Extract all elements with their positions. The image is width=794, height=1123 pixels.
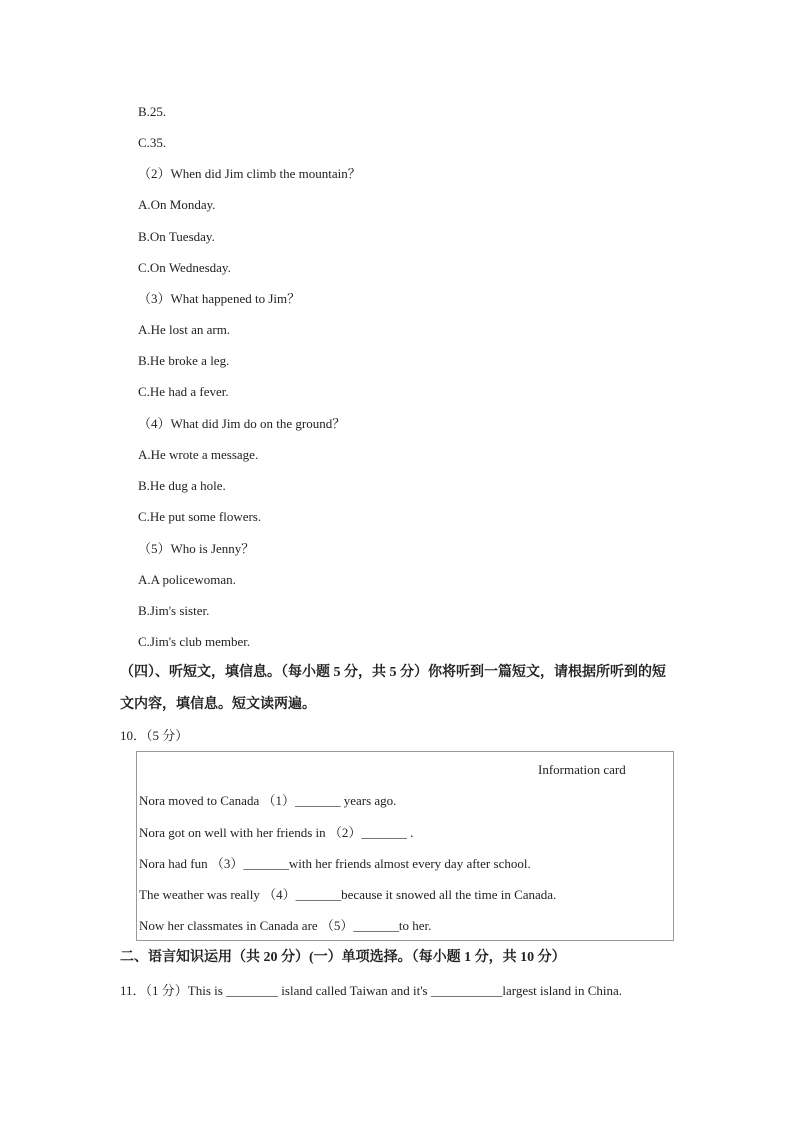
- card-row-5: Now her classmates in Canada are （5）_______to her.: [139, 918, 432, 933]
- option-4a: A.He wrote a message.: [138, 447, 259, 462]
- option-4b: B.He dug a hole.: [138, 478, 226, 493]
- option-3c: C.He had a fever.: [138, 384, 229, 399]
- card-row-3: Nora had fun （3）_______with her friends almost every day after school.: [139, 856, 531, 871]
- option-3a: A.He lost an arm.: [138, 322, 231, 337]
- question-4: （4）What did Jim do on the ground？: [138, 416, 346, 431]
- information-card: [136, 751, 674, 941]
- card-row-2: Nora got on well with her friends in （2）_______ .: [139, 825, 414, 840]
- option-5a: A.A policewoman.: [138, 572, 236, 587]
- question-11: 11．（1 分）This is ________ island called Taiwan and it's ___________largest island in China.: [120, 983, 623, 998]
- option-1c: C.35.: [138, 135, 167, 150]
- section-4-heading: （四）、听短文，填信息。（每小题 5 分，共 5 分）你将听到一篇短文，请根据所听到的短: [120, 665, 666, 680]
- option-2a: A.On Monday.: [138, 197, 216, 212]
- question-3: （3）What happened to Jim？: [138, 291, 301, 306]
- option-2b: B.On Tuesday.: [138, 229, 215, 244]
- option-2c: C.On Wednesday.: [138, 260, 231, 275]
- section-2-heading: 二、语言知识运用（共 20 分）(一）单项选择。（每小题 1 分，共 10 分）: [120, 950, 566, 965]
- section-4-heading-cont: 文内容，填信息。短文读两遍。: [120, 697, 316, 712]
- option-3b: B.He broke a leg.: [138, 353, 230, 368]
- card-row-4: The weather was really （4）_______because it snowed all the time in Canada.: [139, 887, 557, 902]
- card-row-1: Nora moved to Canada （1）_______ years ago.: [139, 793, 397, 808]
- question-10-number: 10．（5 分）: [120, 728, 189, 743]
- option-5c: C.Jim's club member.: [138, 634, 251, 649]
- option-4c: C.He put some flowers.: [138, 509, 262, 524]
- option-5b: B.Jim's sister.: [138, 603, 210, 618]
- question-5: （5）Who is Jenny？: [138, 541, 255, 556]
- card-title: Information card: [538, 762, 626, 777]
- option-1b: B.25.: [138, 104, 167, 119]
- question-2: （2）When did Jim climb the mountain？: [138, 166, 361, 181]
